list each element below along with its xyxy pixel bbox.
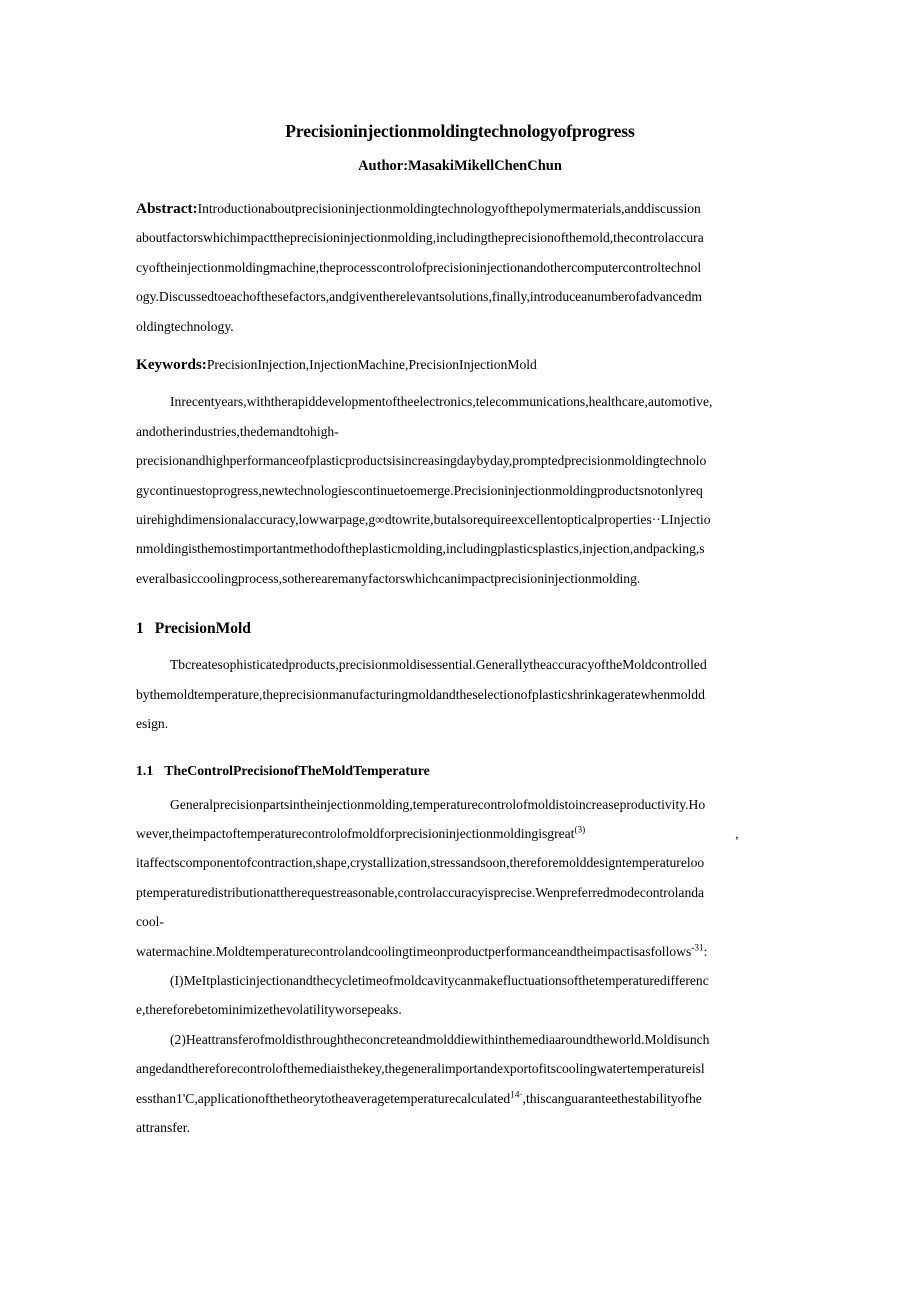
s11-line-4: ptemperaturedistributionattherequestreasonable,controlaccuracyisprecise.Wenpreferredmodecontrolanda <box>136 884 705 900</box>
section1-line-2: bythemoldtemperature,theprecisionmanufacturingmoldandtheselectionofplasticshrinkageratewhenmoldd <box>136 686 705 702</box>
section1-1-item-2 <box>136 1025 784 1143</box>
s11-line-3: itaffectscomponentofcontraction,shape,crystallization,stressandsoon,thereforemolddesigntemperatureloo <box>136 855 705 871</box>
section1-line-1: Tbcreatesophisticatedproducts,precisionmoldisessential.GenerallytheaccuracyoftheMoldcontrolled <box>170 657 707 673</box>
abstract-line-2: aboutfactorswhichimpacttheprecisioninjectionmolding,includingtheprecisionofthemold,thecontrolaccura <box>136 230 704 246</box>
s11-line-2-text: wever,theimpactoftemperaturecontrolofmoldforprecisioninjectionmoldingisgreat <box>136 825 575 841</box>
s11-line-2 <box>136 819 784 848</box>
keywords-value: PrecisionInjection,InjectionMachine,PrecisionInjectionMold <box>206 357 537 373</box>
intro-line-3: precisionandhighperformanceofplasticproductsisincreasingdaybyday,promptedprecisionmoldingtechnolo <box>136 453 707 469</box>
s11-line-6-tail: : <box>703 943 708 959</box>
s11-line-6 <box>136 937 784 966</box>
item2-line-2: angedandthereforecontrolofthemediaisthekey,thegeneralimportandexportofitscoolingwatertemperatureisl <box>136 1061 705 1077</box>
section-heading-1-1 <box>136 739 784 790</box>
section-number-1-1: 1.1 <box>136 762 154 778</box>
section-title-1: PrecisionMold <box>154 620 251 638</box>
keywords-paragraph <box>136 350 784 379</box>
section1-paragraph <box>136 650 784 738</box>
section-title-1-1: TheControlPrecisionofTheMoldTemperature <box>164 762 430 778</box>
item1-line-1: (I)MeItplasticinjectionandthecycletimeofmoldcavitycanmakefluctuationsofthetemperaturedifferenc <box>170 972 709 988</box>
intro-line-6: nmoldingisthemostimportantmethodoftheplasticmolding,includingplasticsplastics,injection,andpacking,s <box>136 541 705 557</box>
item2-line-3 <box>136 1084 784 1113</box>
intro-line-5: uirehighdimensionalaccuracy,lowwarpage,g∞dtowrite,butalsorequireexcellentopticalproperties··LInjectio <box>136 512 711 528</box>
abstract-line-4: ogy.Discussedtoeachofthesefactors,andgiventherelevantsolutions,finally,introduceanumberofadvancedm <box>136 289 702 305</box>
author-line: Author:MasakiMikellChenChun <box>358 158 562 174</box>
item2-line-3-text: essthan1'C,applicationofthetheorytotheaveragetemperaturecalculated <box>136 1090 511 1106</box>
intro-line-1: Inrecentyears,withtherapiddevelopmentoftheelectronics,telecommunications,healthcare,automotive, <box>170 394 713 410</box>
page-title: Precisioninjectionmoldingtechnologyofprogress <box>285 121 635 141</box>
section-heading-1 <box>136 593 784 650</box>
section1-line-3: esign. <box>136 716 169 732</box>
item2-line-3-tail: ,thiscanguaranteethestabilityofhe <box>522 1090 702 1106</box>
item2-line-4: attransfer. <box>136 1119 190 1135</box>
s11-line-2-tail: , <box>735 825 739 841</box>
s11-line-5: cool- <box>136 914 164 930</box>
abstract-line-3: cyoftheinjectionmoldingmachine,theprocesscontrolofprecisioninjectionandothercomputercontroltechnol <box>136 259 702 275</box>
item1-line-2: e,thereforebetominimizethevolatilityworsepeaks. <box>136 1002 402 1018</box>
citation-marker-14: 14· <box>510 1089 523 1100</box>
intro-line-7: everalbasiccoolingprocess,sotherearemanyfactorswhichcanimpactprecisioninjectionmolding. <box>136 570 641 586</box>
section1-1-item-1 <box>136 966 784 1025</box>
abstract-label: Abstract: <box>136 200 198 217</box>
intro-line-4: gycontinuestoprogress,newtechnologiescontinuetoemerge.Precisioninjectionmoldingproductsnotonlyreq <box>136 482 703 498</box>
item2-line-1: (2)Heattransferofmoldisthroughtheconcreteandmolddiewithinthemediaaroundtheworld.Moldisunch <box>170 1031 710 1047</box>
s11-line-6-text: watermachine.Moldtemperaturecontrolandcoolingtimeonproductperformanceandtheimpactisasfollows <box>136 943 692 959</box>
introduction-paragraph <box>136 387 784 593</box>
abstract-line-5: oldingtechnology. <box>136 318 234 334</box>
keywords-label: Keywords: <box>136 356 207 374</box>
citation-marker-31: -31 <box>691 942 704 952</box>
section-number-1: 1 <box>136 620 144 638</box>
s11-line-1: Generalprecisionpartsintheinjectionmolding,temperaturecontrolofmoldistoincreaseproductivity.Ho <box>170 796 706 812</box>
section1-1-paragraph-1 <box>136 790 784 966</box>
intro-line-2: andotherindustries,thedemandtohigh- <box>136 423 339 439</box>
citation-marker-3: (3) <box>574 824 586 835</box>
abstract-line-1: Introductionaboutprecisioninjectionmoldingtechnologyofthepolymermaterials,anddiscussion <box>197 201 701 216</box>
document-content <box>136 0 784 1142</box>
abstract-paragraph <box>136 194 784 341</box>
